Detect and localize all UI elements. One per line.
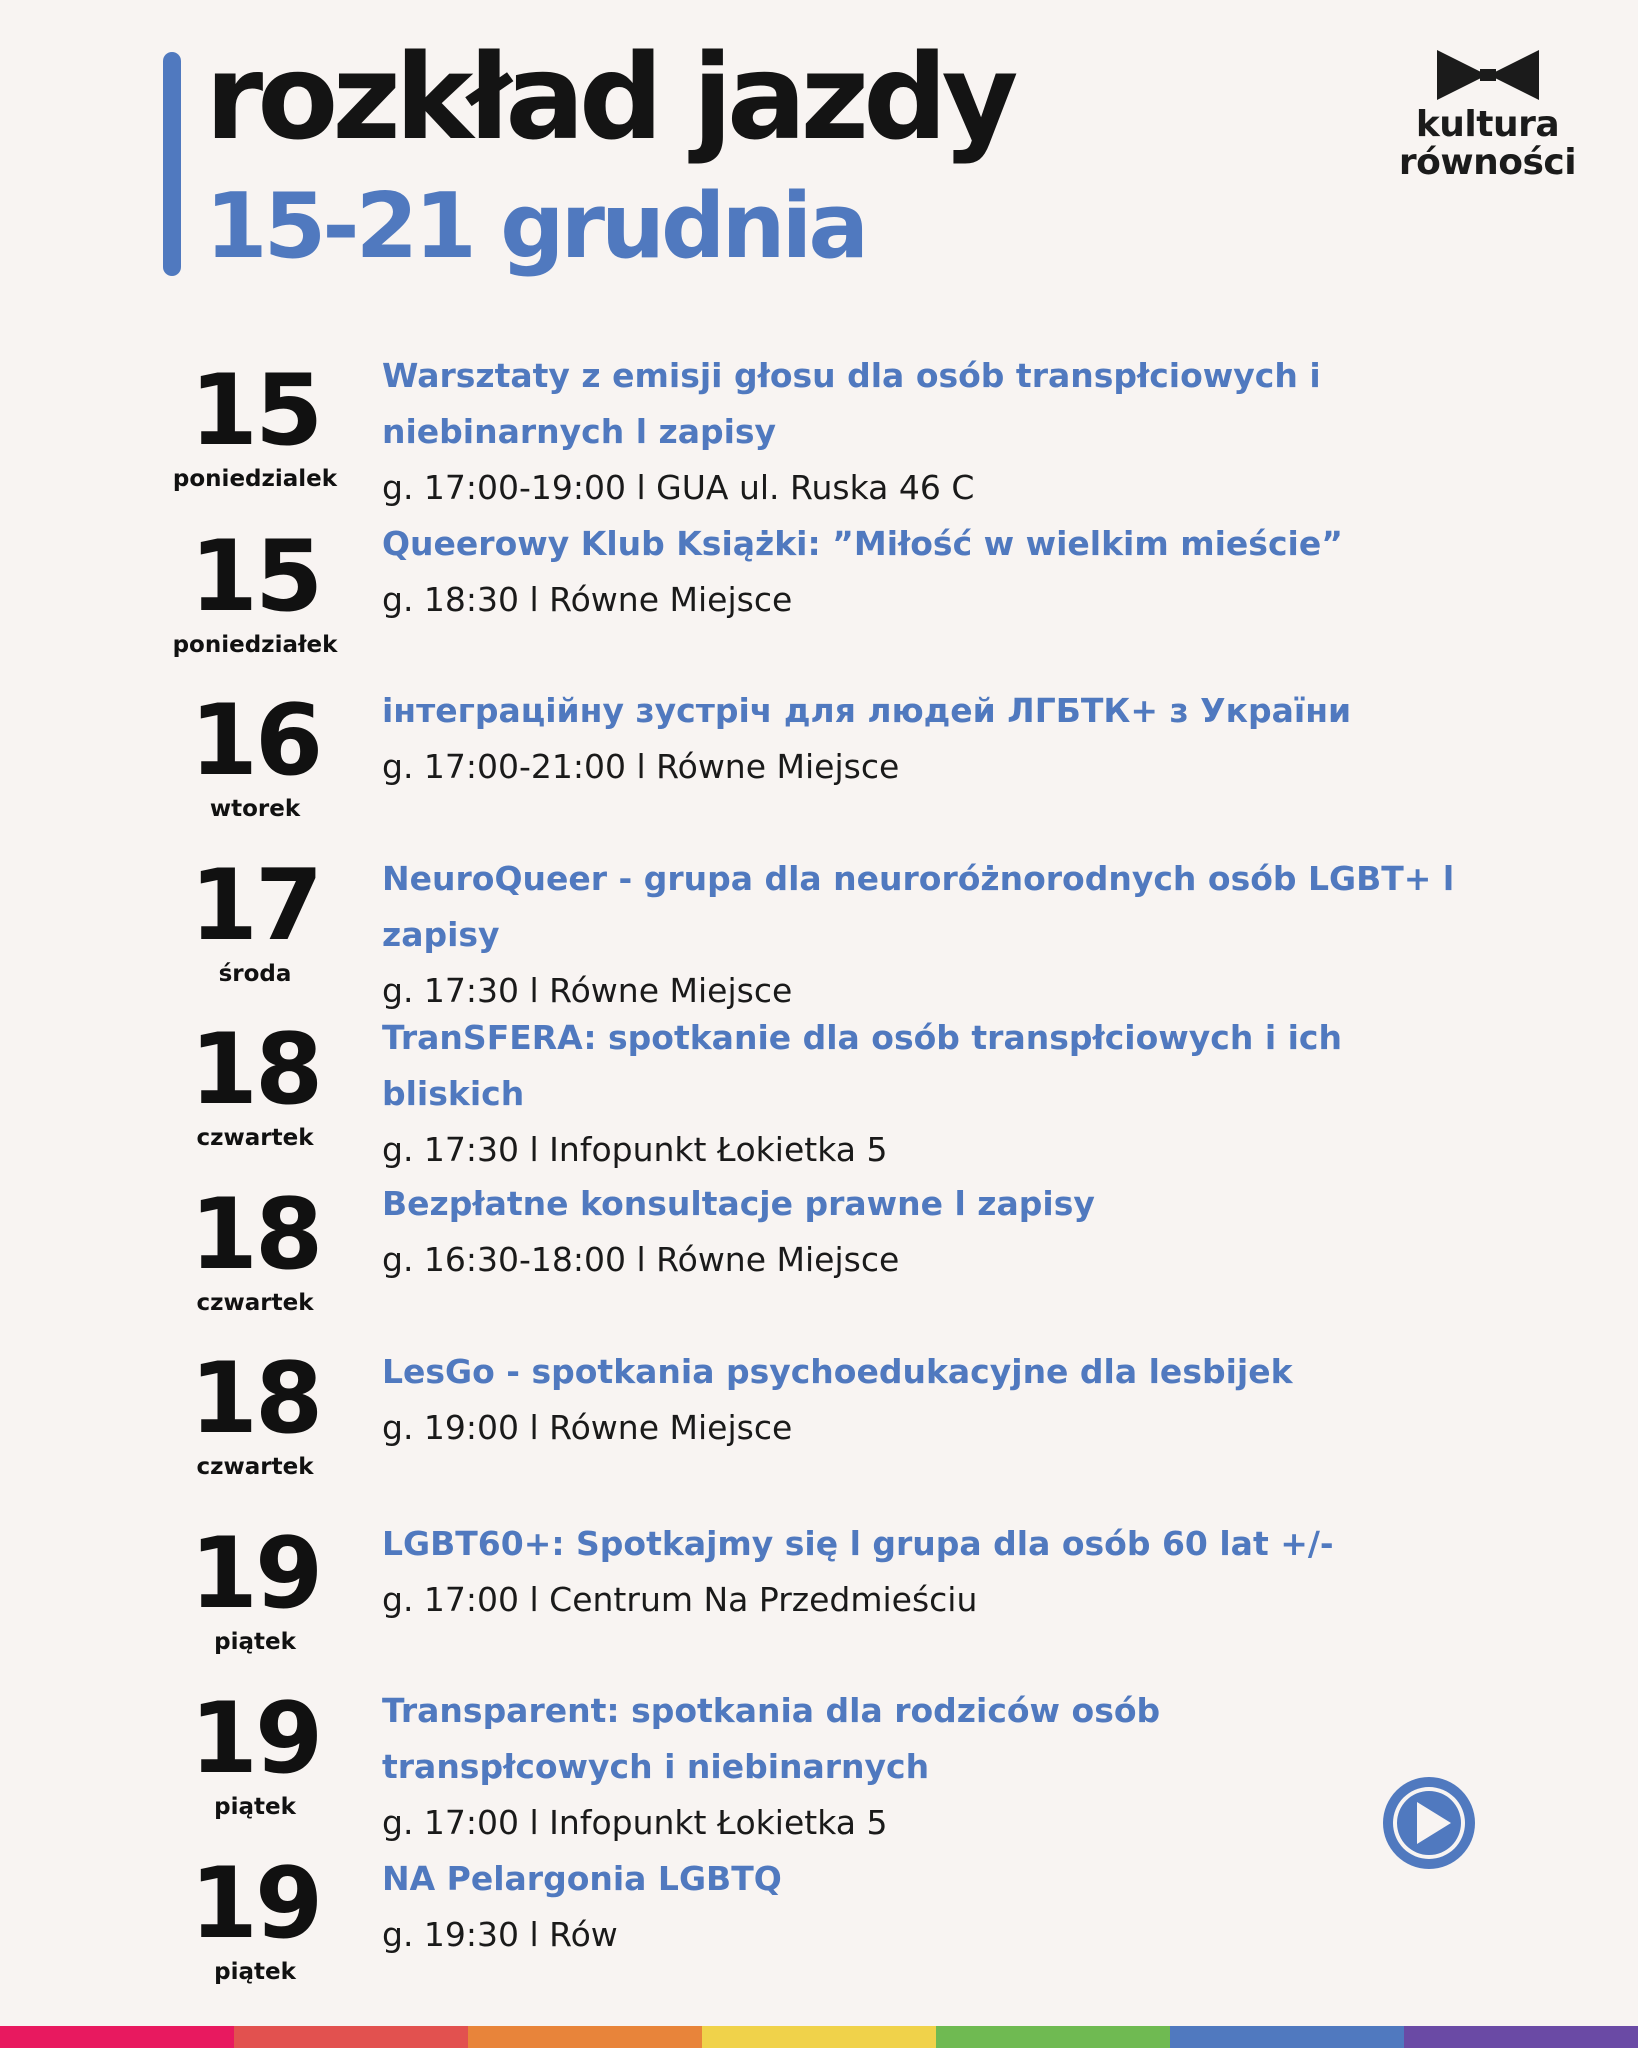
event-date: [150, 520, 360, 658]
rainbow-segment: [0, 2026, 234, 2048]
day-number: 18: [189, 1013, 321, 1127]
rainbow-segment: [936, 2026, 1170, 2048]
event-detail: g. 19:00 l Równe Miejsce: [382, 1408, 793, 1447]
day-number: 15: [189, 354, 321, 468]
event-title[interactable]: LGBT60+: Spotkajmy się l grupa dla osób 60 lat +/-: [382, 1524, 1334, 1563]
day-number: 15: [189, 520, 321, 634]
event-detail: g. 19:30 l Rów: [382, 1915, 618, 1954]
day-number: 19: [189, 1517, 321, 1631]
event-title[interactable]: Warsztaty z emisji głosu dla osób transpłciowych i niebinarnych l zapisy: [382, 356, 1321, 451]
event-info: [382, 1683, 1342, 1851]
day-number: 16: [189, 684, 321, 798]
event-info: [382, 1344, 1492, 1456]
weekday-label: poniedziałek: [172, 632, 338, 658]
event-date: [150, 1178, 360, 1316]
day-number: 18: [189, 1178, 321, 1292]
event-date: [150, 354, 360, 492]
event-detail: g. 17:30 l Równe Miejsce: [382, 971, 793, 1010]
rainbow-stripe: [0, 2026, 1638, 2048]
event-date: [150, 1682, 360, 1820]
rainbow-segment: [468, 2026, 702, 2048]
event-info: [382, 1851, 1492, 1963]
logo-text-line2: równości: [1398, 141, 1577, 183]
weekday-label: środa: [218, 961, 292, 987]
rainbow-segment: [1170, 2026, 1404, 2048]
rainbow-segment: [1404, 2026, 1638, 2048]
event-detail: g. 17:00-21:00 l Równe Miejsce: [382, 747, 900, 786]
weekday-label: czwartek: [196, 1290, 314, 1316]
event-detail: g. 17:00 l Infopunkt Łokietka 5: [382, 1803, 888, 1842]
event-title[interactable]: LesGo - spotkania psychoedukacyjne dla lesbijek: [382, 1352, 1293, 1391]
event-info: [382, 1176, 1492, 1288]
logo-text-line1: kultura: [1415, 104, 1560, 145]
play-icon: [1417, 1802, 1451, 1844]
event-date: [150, 1847, 360, 1985]
event-date: [150, 849, 360, 987]
event-title[interactable]: NA Pelargonia LGBTQ: [382, 1859, 782, 1898]
weekday-label: czwartek: [196, 1125, 314, 1151]
weekday-label: poniedzialek: [172, 466, 338, 492]
event-title[interactable]: інтеграційну зустріч для людей ЛГБТК+ з України: [382, 691, 1352, 730]
day-number: 19: [189, 1682, 321, 1796]
event-detail: g. 17:00-19:00 l GUA ul. Ruska 46 C: [382, 468, 975, 507]
event-detail: g. 16:30-18:00 l Równe Miejsce: [382, 1240, 900, 1279]
page-title: rozkład jazdy: [205, 28, 1013, 166]
event-date: [150, 1517, 360, 1655]
event-date: [150, 1342, 360, 1480]
event-title[interactable]: Bezpłatne konsultacje prawne l zapisy: [382, 1184, 1095, 1223]
event-title[interactable]: TranSFERA: spotkanie dla osób transpłciowych i ich bliskich: [382, 1018, 1342, 1113]
day-number: 19: [189, 1847, 321, 1961]
event-detail: g. 17:30 l Infopunkt Łokietka 5: [382, 1130, 888, 1169]
weekday-label: czwartek: [196, 1454, 314, 1480]
day-number: 18: [189, 1342, 321, 1456]
rainbow-segment: [702, 2026, 936, 2048]
event-title[interactable]: NeuroQueer - grupa dla neuroróżnorodnych osób LGBT+ l zapisy: [382, 859, 1455, 954]
rainbow-segment: [234, 2026, 468, 2048]
weekday-label: piątek: [214, 1794, 296, 1820]
weekday-label: piątek: [214, 1629, 296, 1655]
page-subtitle: 15-21 grudnia: [205, 174, 866, 279]
event-info: [382, 1516, 1492, 1628]
event-detail: g. 17:00 l Centrum Na Przedmieściu: [382, 1580, 978, 1619]
event-date: [150, 1013, 360, 1151]
event-info: [382, 516, 1492, 628]
day-number: 17: [189, 849, 321, 963]
event-detail: g. 18:30 l Równe Miejsce: [382, 580, 793, 619]
event-date: [150, 684, 360, 822]
event-title[interactable]: Transparent: spotkania dla rodziców osób transpłcowych i niebinarnych: [382, 1691, 1161, 1786]
next-button[interactable]: [1383, 1777, 1475, 1869]
event-title[interactable]: Queerowy Klub Książki: ”Miłość w wielkim mieście”: [382, 524, 1343, 563]
weekday-label: wtorek: [209, 796, 301, 822]
event-info: [382, 348, 1492, 516]
weekday-label: piątek: [214, 1959, 296, 1985]
event-info: [382, 851, 1492, 1019]
event-info: [382, 1010, 1492, 1178]
event-info: [382, 683, 1492, 795]
